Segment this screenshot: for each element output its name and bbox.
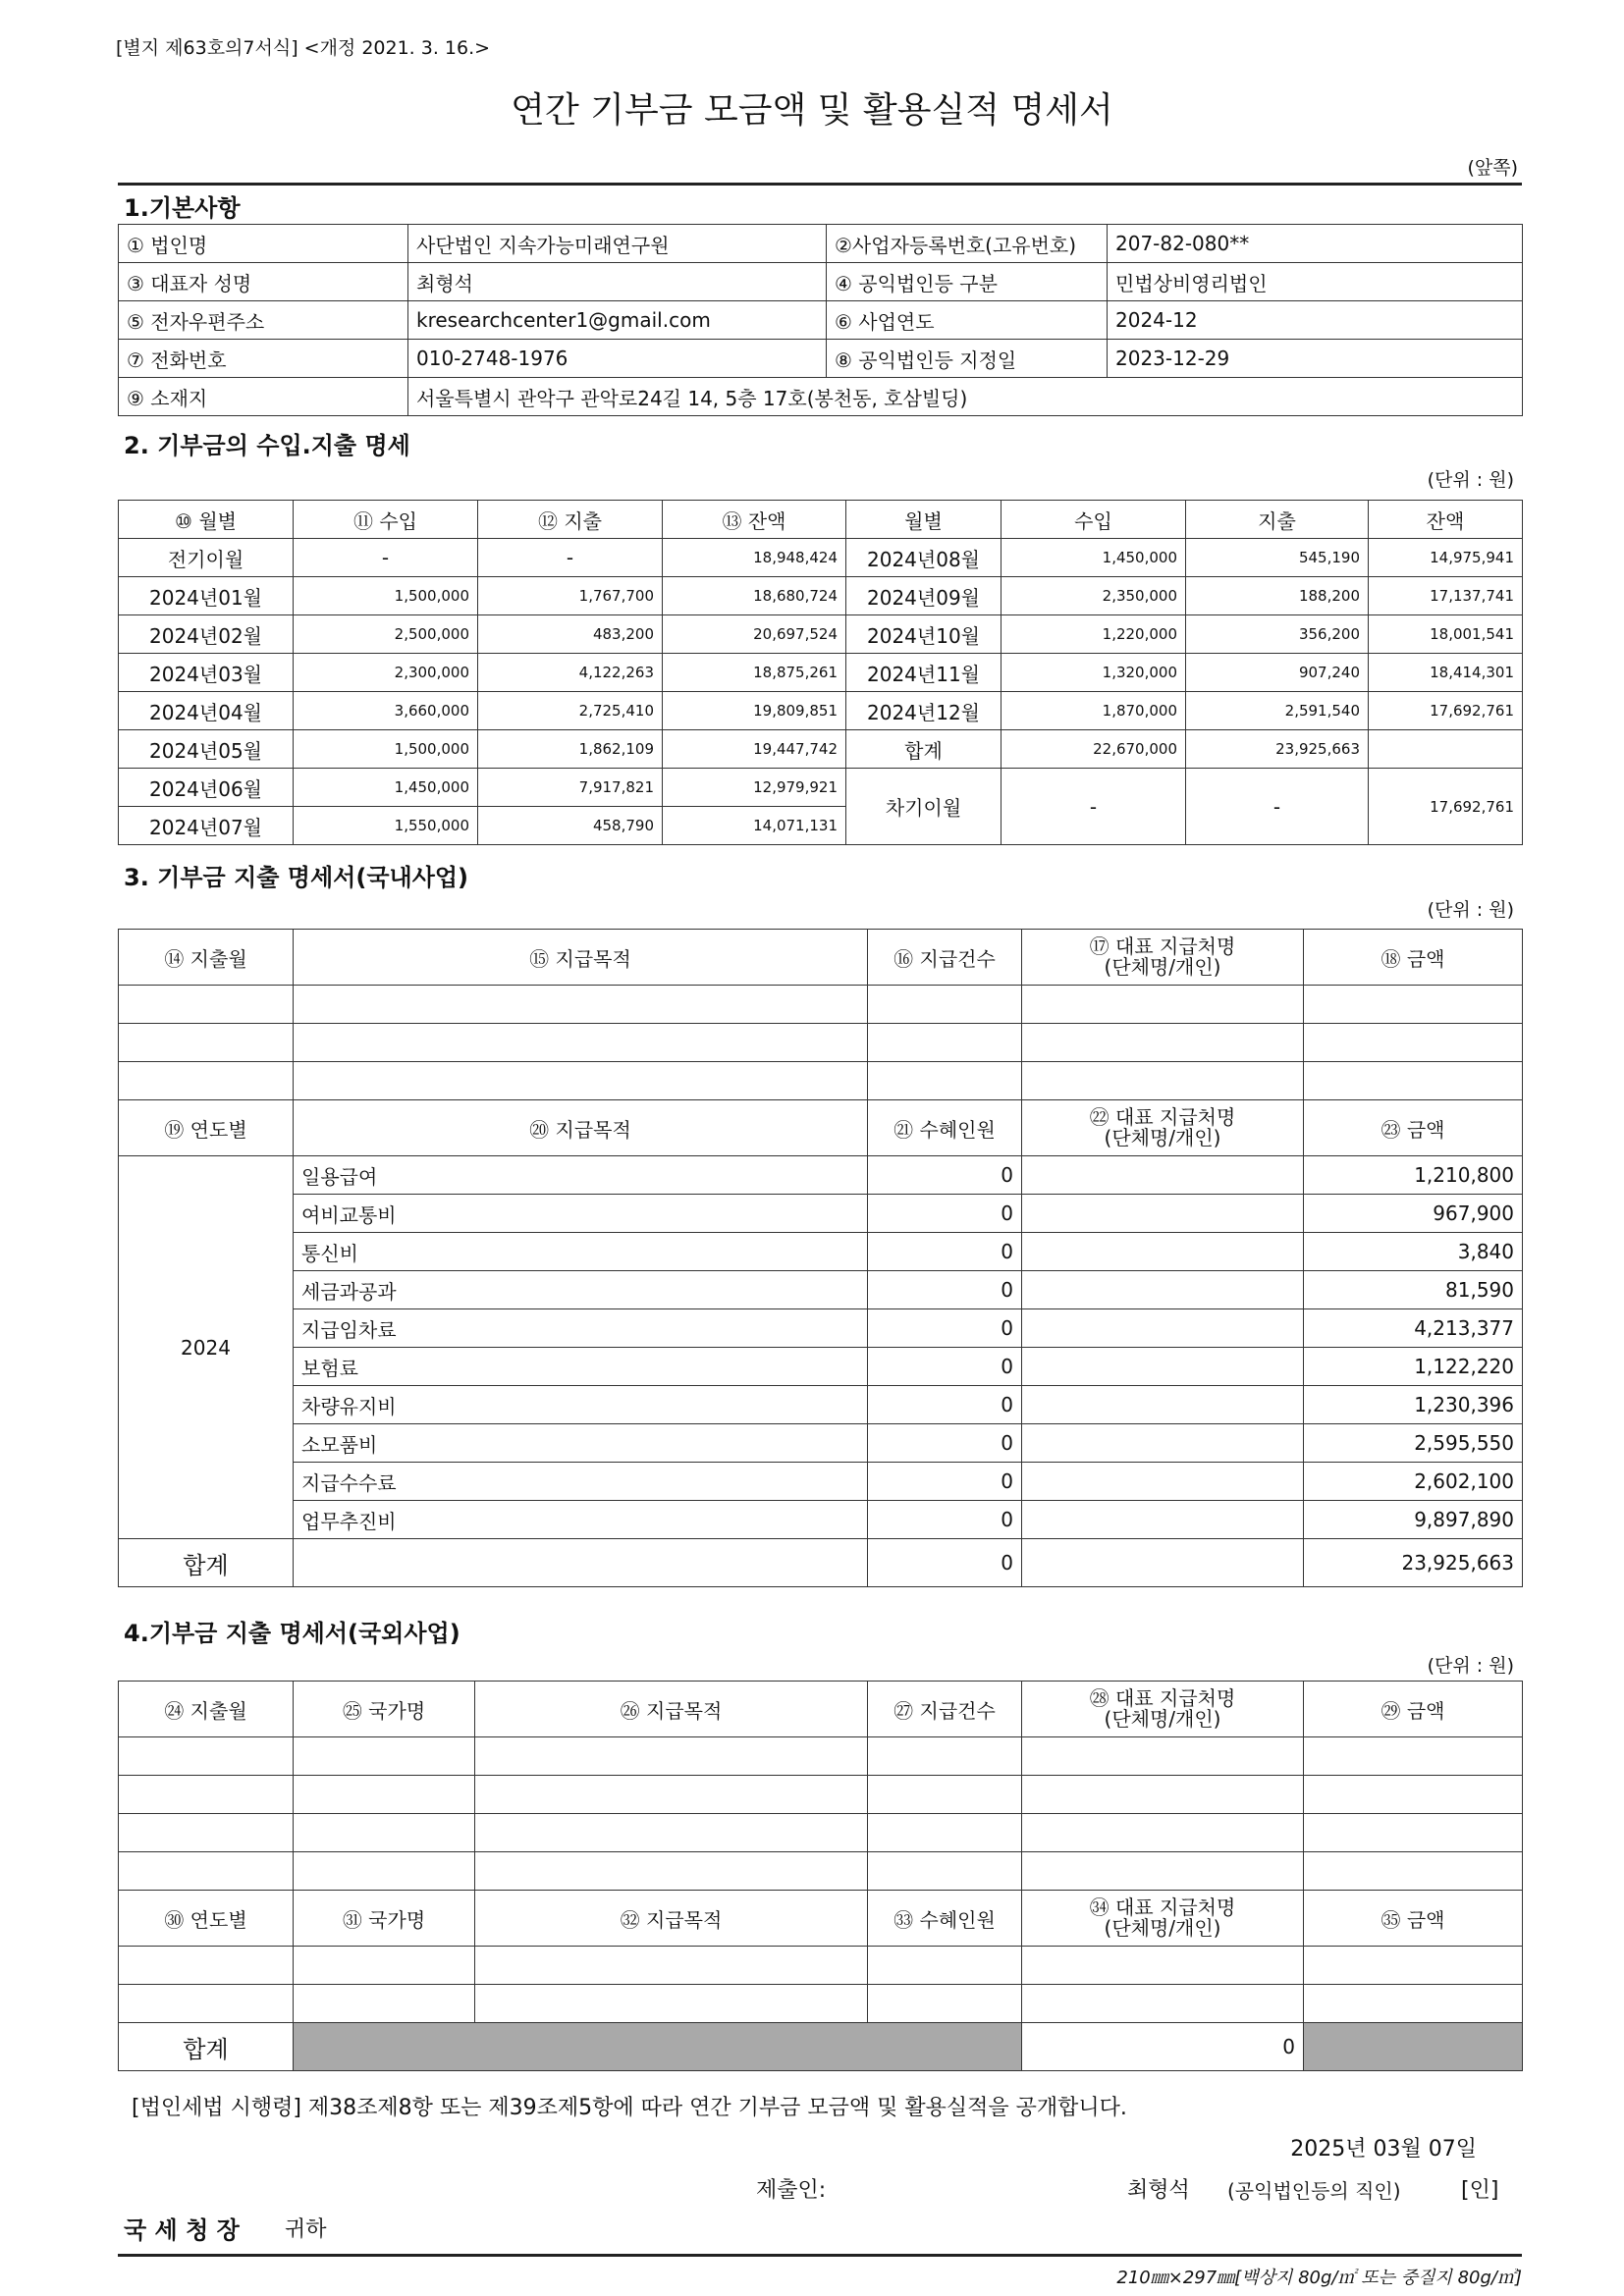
column-header: ㉖ 지급목적 [475,1682,868,1737]
amount-cell: 907,240 [1186,654,1369,692]
page-title: 연간 기부금 모금액 및 활용실적 명세서 [511,90,1113,131]
expense-row [119,1156,1523,1195]
expense-row [119,1424,1523,1463]
amount-cell: 18,414,301 [1369,654,1523,692]
count-cell: 0 [868,1233,1022,1271]
empty-row [119,1852,1523,1891]
amount-cell: 967,900 [1304,1195,1523,1233]
amount-cell: 81,590 [1304,1271,1523,1309]
count-cell: 0 [868,1271,1022,1309]
empty-row [119,1947,1523,1985]
amount-cell: 1,230,396 [1304,1386,1523,1424]
total-count: 0 [868,1539,1022,1587]
month-cell: 2024년05월 [119,730,294,769]
empty-row [119,1062,1523,1100]
expense-row [119,1348,1523,1386]
empty-cell [475,1947,868,1985]
amount-cell: 14,975,941 [1369,539,1523,577]
amount-cell: 2,350,000 [1001,577,1186,615]
empty-cell [294,1985,475,2023]
amount-cell: 9,897,890 [1304,1501,1523,1539]
empty-cell [868,1737,1022,1776]
count-cell: 0 [868,1309,1022,1348]
month-cell: 2024년03월 [119,654,294,692]
column-header: ⑬ 잔액 [663,501,846,539]
info-row [119,301,1523,340]
field-value: 최형석 [408,263,827,301]
empty-cell [1304,1776,1523,1814]
column-header: 월별 [846,501,1001,539]
field-label: ⑤ 전자우편주소 [119,301,408,340]
field-value: 010-2748-1976 [408,340,827,378]
header-line: (단체명/개인) [1104,1126,1221,1149]
amount-cell: 18,875,261 [663,654,846,692]
column-header: ⑲ 연도별 [119,1100,294,1156]
empty-cell [119,1062,294,1100]
empty-cell [868,1062,1022,1100]
amount-cell: 2,500,000 [294,615,478,654]
recipient-suffix: 귀하 [285,2217,327,2242]
field-value: 2024-12 [1108,301,1523,340]
amount-cell [1369,730,1523,769]
amount-cell: 483,200 [478,615,663,654]
recipient-cell [1022,1309,1304,1348]
amount-cell: 545,190 [1186,539,1369,577]
empty-cell [1022,1947,1304,1985]
month-cell: 2024년10월 [846,615,1001,654]
empty-cell [868,1776,1022,1814]
field-label: ②사업자등록번호(고유번호) [827,225,1108,263]
empty-cell [119,1776,294,1814]
header-line: (단체명/개인) [1104,1707,1221,1731]
section4-heading: 4.기부금 지출 명세서(국외사업) [124,1620,460,1647]
recipient-cell [1022,1233,1304,1271]
empty-cell [294,1024,868,1062]
amount-cell: 18,948,424 [663,539,846,577]
purpose-cell: 여비교통비 [294,1195,868,1233]
shaded-cell [294,2023,1022,2071]
info-row [119,340,1523,378]
empty-cell [1304,1062,1523,1100]
page-side: (앞쪽) [1467,157,1518,179]
empty-cell [1022,1737,1304,1776]
recipient: 국 세 청 장 [124,2216,240,2244]
expense-row [119,1309,1523,1348]
expense-row [119,1463,1523,1501]
empty-cell [294,1539,868,1587]
header-line: ㉒ 대표 지급처명 [1089,1105,1236,1129]
seal-mark: [인] [1461,2178,1499,2203]
section2-heading: 2. 기부금의 수입.지출 명세 [124,432,410,459]
month-cell: 전기이월 [119,539,294,577]
amount-cell: 23,925,663 [1186,730,1369,769]
amount-cell: 1,870,000 [1001,692,1186,730]
field-value: 2023-12-29 [1108,340,1523,378]
amount-cell: 1,862,109 [478,730,663,769]
amount-cell: 3,840 [1304,1233,1523,1271]
column-header: ㉕ 국가명 [294,1682,475,1737]
column-header: ㉝ 수혜인원 [868,1891,1022,1947]
empty-cell [1304,1024,1523,1062]
empty-row [119,1024,1523,1062]
section2-unit: (단위 : 원) [1427,469,1514,491]
purpose-cell: 소모품비 [294,1424,868,1463]
amount-cell: 4,122,263 [478,654,663,692]
empty-cell [868,1024,1022,1062]
column-header: ⑭ 지출월 [119,930,294,986]
empty-cell [1022,1024,1304,1062]
empty-cell [119,1814,294,1852]
column-header: ㉙ 금액 [1304,1682,1523,1737]
empty-cell [119,1024,294,1062]
purpose-cell: 일용급여 [294,1156,868,1195]
column-header: ㉑ 수혜인원 [868,1100,1022,1156]
column-header: ⑫ 지출 [478,501,663,539]
expense-row [119,1501,1523,1539]
empty-row [119,1737,1523,1776]
empty-row [119,986,1523,1024]
total-label: 합계 [119,1539,294,1587]
recipient-cell [1022,1463,1304,1501]
month-cell: 2024년06월 [119,769,294,807]
empty-cell [119,986,294,1024]
carry-label: 차기이월 [846,769,1001,845]
header-row [119,1891,1523,1947]
paper-spec: 210㎜×297㎜[백상지 80g/㎡ 또는 중질지 80g/㎡] [1116,2268,1522,2288]
amount-cell: 1,220,000 [1001,615,1186,654]
amount-cell: 2,602,100 [1304,1463,1523,1501]
amount-cell: 2,300,000 [294,654,478,692]
empty-cell [868,1814,1022,1852]
submit-date: 2025년 03월 07일 [1290,2137,1477,2162]
section3-unit: (단위 : 원) [1427,899,1514,921]
empty-cell [294,1062,868,1100]
count-cell: 0 [868,1501,1022,1539]
header-line: ⑰ 대표 지급처명 [1089,934,1236,958]
empty-cell [1304,1985,1523,2023]
total-label: 합계 [119,2023,294,2071]
amount-cell: 2,591,540 [1186,692,1369,730]
column-header: ㉛ 국가명 [294,1891,475,1947]
expense-row [119,1386,1523,1424]
amount-cell: 1,450,000 [294,769,478,807]
recipient-cell [1022,1348,1304,1386]
column-header: ㉟ 금액 [1304,1891,1523,1947]
header-row [119,1100,1523,1156]
month-row [119,615,1523,654]
amount-cell: 1,320,000 [1001,654,1186,692]
empty-cell [475,1985,868,2023]
empty-row [119,1776,1523,1814]
header-row [119,501,1523,539]
empty-cell [475,1776,868,1814]
month-row [119,539,1523,577]
income-expense-table [118,500,1523,845]
amount-cell: 3,660,000 [294,692,478,730]
amount-cell: 19,809,851 [663,692,846,730]
header-line: ㉞ 대표 지급처명 [1089,1896,1236,1919]
empty-cell [475,1814,868,1852]
month-cell: 2024년09월 [846,577,1001,615]
header-line: (단체명/개인) [1104,955,1221,979]
count-cell: 0 [868,1424,1022,1463]
empty-cell [1304,1947,1523,1985]
empty-row [119,1985,1523,2023]
empty-cell [1304,1852,1523,1891]
empty-cell [1022,1985,1304,2023]
empty-cell [1304,1737,1523,1776]
amount-cell: 1,500,000 [294,577,478,615]
field-label: ④ 공익법인등 구분 [827,263,1108,301]
month-row [119,577,1523,615]
column-header: ⑩ 월별 [119,501,294,539]
month-cell: 합계 [846,730,1001,769]
empty-cell [119,1852,294,1891]
empty-cell [868,986,1022,1024]
purpose-cell: 지급임차료 [294,1309,868,1348]
legal-note: [법인세법 시행령] 제38조제8항 또는 제39조제5항에 따라 연간 기부금 모금액 및 활용실적을 공개합니다. [132,2096,1127,2120]
month-cell: 2024년08월 [846,539,1001,577]
overseas-expense-table [118,1681,1523,2071]
shaded-cell [1304,2023,1523,2071]
amount-cell: 1,450,000 [1001,539,1186,577]
count-cell: 0 [868,1348,1022,1386]
field-label: ⑨ 소재지 [119,378,408,416]
column-header [1022,930,1304,986]
column-header [1022,1682,1304,1737]
column-header: ⑮ 지급목적 [294,930,868,986]
amount-cell: 17,137,741 [1369,577,1523,615]
amount-cell: 356,200 [1186,615,1369,654]
month-cell: 2024년02월 [119,615,294,654]
info-row [119,378,1523,416]
empty-cell [294,1947,475,1985]
amount-cell: 2,595,550 [1304,1424,1523,1463]
amount-cell: 2,725,410 [478,692,663,730]
total-row [119,1539,1523,1587]
count-cell: 0 [868,1156,1022,1195]
amount-cell: 1,550,000 [294,807,478,845]
recipient-cell [1022,1386,1304,1424]
field-value: 207-82-080** [1108,225,1523,263]
column-header: ㉗ 지급건수 [868,1682,1022,1737]
recipient-cell [1022,1195,1304,1233]
amount-cell: 1,767,700 [478,577,663,615]
empty-cell [1022,1852,1304,1891]
amount-cell: 1,500,000 [294,730,478,769]
empty-cell [868,1947,1022,1985]
header-line: (단체명/개인) [1104,1916,1221,1940]
amount-cell: - [294,539,478,577]
column-header: ⑯ 지급건수 [868,930,1022,986]
field-value: kresearchcenter1@gmail.com [408,301,827,340]
empty-cell [294,1776,475,1814]
field-label: ③ 대표자 성명 [119,263,408,301]
info-row [119,263,1523,301]
month-row [119,769,1523,807]
field-value: 사단법인 지속가능미래연구원 [408,225,827,263]
amount-cell: - [1186,769,1369,845]
purpose-cell: 통신비 [294,1233,868,1271]
column-header: ⑪ 수입 [294,501,478,539]
column-header: 지출 [1186,501,1369,539]
recipient-cell [1022,1424,1304,1463]
column-header [1022,1100,1304,1156]
month-row [119,730,1523,769]
amount-cell: 19,447,742 [663,730,846,769]
field-label: ⑥ 사업연도 [827,301,1108,340]
purpose-cell: 세금과공과 [294,1271,868,1309]
column-header: ㉚ 연도별 [119,1891,294,1947]
column-header: ㉓ 금액 [1304,1100,1523,1156]
field-label: ⑧ 공익법인등 지정일 [827,340,1108,378]
count-cell: 0 [868,1386,1022,1424]
column-header: ⑳ 지급목적 [294,1100,868,1156]
submitter-role: (공익법인등의 직인) [1227,2179,1401,2203]
recipient-cell [1022,1271,1304,1309]
empty-cell [1022,986,1304,1024]
submitter-name: 최형석 [1127,2178,1190,2203]
section1-heading: 1.기본사항 [124,194,241,222]
empty-row [119,1814,1523,1852]
section4-unit: (단위 : 원) [1427,1655,1514,1677]
amount-cell: 12,979,921 [663,769,846,807]
count-cell: 0 [868,1195,1022,1233]
column-header: ㉜ 지급목적 [475,1891,868,1947]
info-row [119,225,1523,263]
purpose-cell: 차량유지비 [294,1386,868,1424]
header-row [119,930,1523,986]
amount-cell: - [478,539,663,577]
empty-cell [294,986,868,1024]
amount-cell: 458,790 [478,807,663,845]
empty-cell [475,1737,868,1776]
month-cell: 2024년01월 [119,577,294,615]
amount-cell: 1,122,220 [1304,1348,1523,1386]
column-header: ⑱ 금액 [1304,930,1523,986]
empty-cell [294,1814,475,1852]
basic-info-table [118,224,1523,416]
header-line: ㉘ 대표 지급처명 [1089,1686,1236,1710]
empty-cell [1304,986,1523,1024]
field-value: 민법상비영리법인 [1108,263,1523,301]
recipient-cell [1022,1501,1304,1539]
field-value: 서울특별시 관악구 관악로24길 14, 5층 17호(봉천동, 호삼빌딩) [408,378,1523,416]
field-label: ⑦ 전화번호 [119,340,408,378]
month-row [119,654,1523,692]
empty-cell [294,1737,475,1776]
header-row [119,1682,1523,1737]
empty-cell [868,1985,1022,2023]
expense-row [119,1233,1523,1271]
form-id: [별지 제63호의7서식] <개정 2021. 3. 16.> [116,37,491,59]
amount-cell: 4,213,377 [1304,1309,1523,1348]
column-header [1022,1891,1304,1947]
purpose-cell: 지급수수료 [294,1463,868,1501]
total-amount: 23,925,663 [1304,1539,1523,1587]
amount-cell: 7,917,821 [478,769,663,807]
amount-cell: 20,697,524 [663,615,846,654]
month-cell: 2024년07월 [119,807,294,845]
amount-cell: 1,210,800 [1304,1156,1523,1195]
month-cell: 2024년11월 [846,654,1001,692]
amount-cell: 22,670,000 [1001,730,1186,769]
amount-cell: - [1001,769,1186,845]
empty-cell [119,1985,294,2023]
submitter-label: 제출인: [756,2178,827,2203]
recipient-cell [1022,1156,1304,1195]
month-row [119,692,1523,730]
total-row [119,2023,1523,2071]
year-cell: 2024 [119,1156,294,1539]
empty-cell [1022,1814,1304,1852]
column-header: ㉔ 지출월 [119,1682,294,1737]
count-cell: 0 [868,1463,1022,1501]
empty-cell [868,1852,1022,1891]
empty-cell [119,1947,294,1985]
total-count: 0 [1022,2023,1304,2071]
section3-heading: 3. 기부금 지출 명세서(국내사업) [124,864,469,891]
purpose-cell: 업무추진비 [294,1501,868,1539]
empty-cell [119,1737,294,1776]
expense-row [119,1195,1523,1233]
purpose-cell: 보험료 [294,1348,868,1386]
empty-cell [475,1852,868,1891]
amount-cell: 18,680,724 [663,577,846,615]
amount-cell: 18,001,541 [1369,615,1523,654]
empty-cell [1022,1062,1304,1100]
amount-cell: 17,692,761 [1369,692,1523,730]
column-header: 수입 [1001,501,1186,539]
empty-cell [1022,1539,1304,1587]
amount-cell: 14,071,131 [663,807,846,845]
empty-cell [1022,1776,1304,1814]
field-label: ① 법인명 [119,225,408,263]
amount-cell: 188,200 [1186,577,1369,615]
domestic-expense-table [118,929,1523,1587]
amount-cell: 17,692,761 [1369,769,1523,845]
empty-cell [294,1852,475,1891]
expense-row [119,1271,1523,1309]
column-header: 잔액 [1369,501,1523,539]
month-cell: 2024년12월 [846,692,1001,730]
month-cell: 2024년04월 [119,692,294,730]
empty-cell [1304,1814,1523,1852]
